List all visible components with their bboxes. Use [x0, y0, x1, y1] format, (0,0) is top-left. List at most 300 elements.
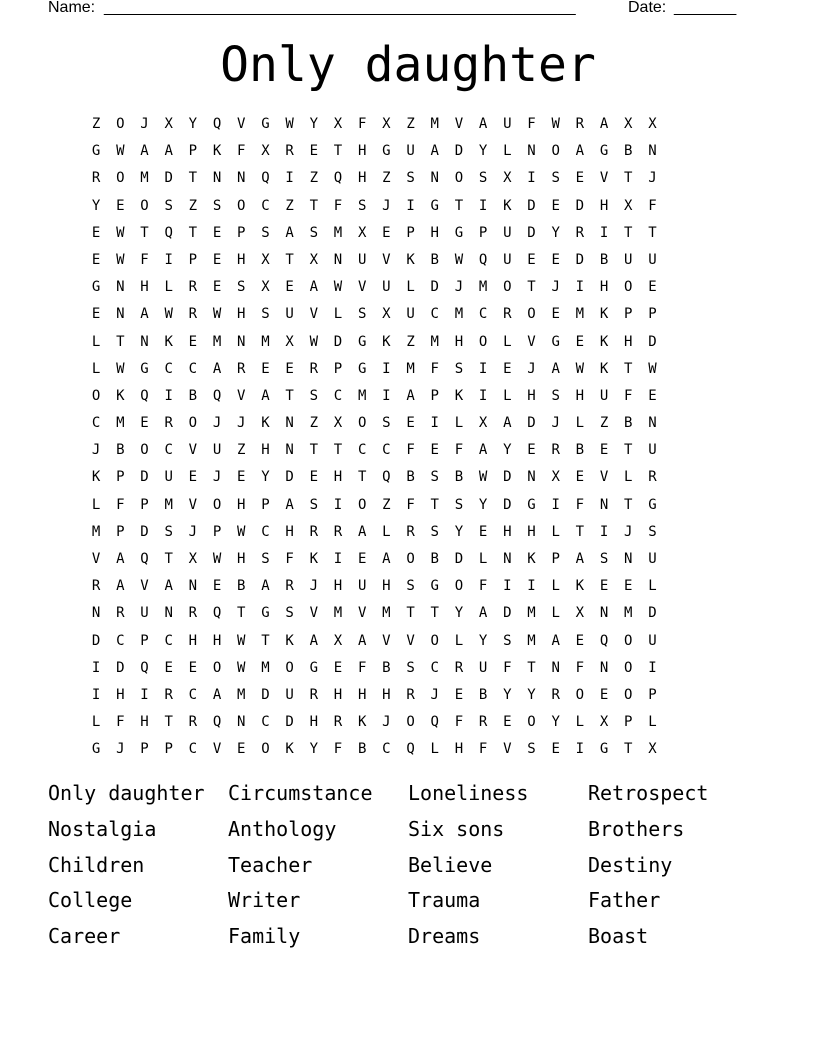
grid-letter: L: [382, 523, 391, 540]
grid-row: [84, 220, 665, 247]
grid-letter: P: [212, 523, 222, 540]
grid-letter: Y: [503, 686, 512, 703]
grid-letter: T: [333, 442, 343, 459]
grid-letter: Z: [91, 116, 101, 132]
grid-letter: X: [551, 469, 560, 486]
grid-letter: E: [261, 360, 270, 377]
grid-letter: C: [164, 442, 173, 459]
grid-letter: A: [212, 360, 222, 377]
grid-letter: C: [261, 714, 270, 731]
grid-letter: Z: [406, 116, 415, 132]
grid-letter: E: [140, 415, 149, 432]
grid-letter: M: [164, 496, 173, 513]
grid-letter: K: [527, 551, 536, 567]
grid-row: [84, 410, 665, 437]
grid-letter: O: [212, 496, 222, 513]
grid-letter: M: [140, 170, 149, 187]
grid-letter: I: [478, 197, 488, 214]
grid-letter: X: [478, 415, 488, 432]
grid-letter: V: [599, 469, 609, 486]
grid-letter: E: [575, 632, 585, 649]
grid-letter: T: [140, 224, 149, 241]
grid-letter: U: [285, 686, 294, 703]
grid-letter: W: [116, 143, 125, 160]
grid-letter: C: [188, 686, 198, 703]
grid-letter: G: [454, 224, 464, 241]
grid-letter: P: [648, 306, 657, 323]
grid-letter: U: [648, 442, 657, 459]
grid-letter: A: [478, 116, 488, 132]
grid-letter: S: [527, 741, 536, 758]
word-list-item: Anthology: [228, 816, 337, 841]
grid-letter: L: [575, 714, 585, 731]
grid-letter: H: [382, 578, 391, 595]
grid-letter: E: [430, 442, 439, 459]
grid-letter: W: [309, 333, 318, 350]
grid-letter: O: [406, 551, 415, 567]
grid-letter: W: [116, 360, 125, 377]
grid-letter: J: [551, 279, 560, 296]
grid-letter: L: [91, 360, 101, 377]
grid-letter: Z: [309, 415, 318, 432]
grid-letter: F: [648, 197, 657, 214]
grid-letter: K: [599, 360, 609, 377]
grid-letter: O: [116, 170, 125, 187]
grid-letter: Q: [478, 251, 488, 268]
grid-letter: A: [309, 632, 318, 649]
grid-letter: D: [285, 469, 294, 486]
grid-letter: E: [454, 686, 464, 703]
grid-letter: K: [599, 306, 609, 323]
grid-letter: T: [624, 496, 633, 513]
grid-letter: I: [648, 659, 657, 676]
grid-letter: B: [382, 659, 391, 676]
grid-letter: Y: [478, 632, 488, 649]
grid-letter: B: [624, 415, 633, 432]
grid-letter: E: [116, 197, 125, 214]
grid-letter: F: [406, 442, 415, 459]
grid-letter: S: [503, 632, 512, 649]
grid-letter: V: [454, 116, 464, 132]
word-list-item: Circumstance: [228, 781, 373, 805]
grid-letter: X: [285, 333, 294, 350]
grid-letter: U: [164, 469, 173, 486]
grid-letter: N: [140, 333, 149, 350]
grid-letter: R: [454, 659, 464, 676]
grid-letter: F: [357, 116, 367, 132]
grid-letter: I: [91, 686, 101, 703]
grid-letter: P: [551, 551, 560, 567]
grid-letter: H: [503, 523, 512, 540]
grid-letter: M: [333, 605, 343, 622]
grid-letter: K: [575, 578, 585, 595]
grid-letter: E: [648, 279, 657, 296]
grid-letter: H: [188, 632, 198, 649]
grid-letter: R: [309, 523, 318, 540]
grid-letter: T: [454, 197, 464, 214]
grid-letter: H: [261, 442, 270, 459]
grid-letter: I: [164, 251, 173, 268]
grid-letter: J: [237, 415, 246, 432]
word-list-item: Dreams: [408, 924, 481, 949]
grid-letter: M: [406, 360, 415, 377]
grid-letter: E: [237, 469, 246, 486]
grid-letter: O: [261, 741, 270, 758]
grid-letter: P: [164, 741, 173, 758]
word-list-item: Destiny: [588, 852, 673, 877]
grid-letter: Q: [212, 605, 222, 622]
grid-letter: P: [624, 306, 633, 323]
word-list-item: Six sons: [408, 816, 505, 841]
grid-letter: A: [551, 360, 560, 377]
grid-letter: B: [599, 251, 609, 268]
grid-letter: Z: [406, 333, 415, 350]
grid-letter: L: [333, 306, 343, 323]
grid-letter: O: [478, 333, 488, 350]
grid-letter: Y: [309, 741, 318, 758]
grid-letter: W: [333, 279, 343, 296]
grid-letter: O: [624, 279, 633, 296]
name-label: Name:: [48, 0, 96, 16]
grid-letter: P: [333, 360, 343, 377]
grid-letter: C: [261, 197, 270, 214]
grid-letter: O: [527, 306, 536, 323]
grid-letter: E: [648, 387, 657, 404]
grid-letter: U: [599, 387, 609, 404]
grid-letter: X: [333, 116, 343, 132]
grid-letter: P: [261, 496, 270, 513]
grid-letter: H: [382, 686, 391, 703]
grid-letter: G: [261, 605, 270, 622]
grid-letter: X: [382, 306, 391, 323]
grid-letter: H: [237, 251, 246, 268]
grid-letter: A: [116, 551, 125, 567]
grid-letter: A: [551, 632, 560, 649]
grid-letter: R: [309, 686, 318, 703]
grid-letter: V: [309, 306, 318, 323]
grid-letter: A: [406, 387, 415, 404]
grid-letter: P: [430, 387, 439, 404]
grid-letter: Y: [309, 116, 318, 132]
grid-letter: E: [551, 306, 560, 323]
word-list-item: Nostalgia: [48, 816, 157, 841]
grid-letter: A: [382, 551, 391, 567]
grid-letter: U: [212, 442, 222, 459]
grid-letter: Q: [430, 714, 439, 731]
grid-row: [84, 193, 665, 220]
grid-letter: X: [333, 632, 343, 649]
grid-letter: E: [599, 442, 609, 459]
grid-letter: J: [188, 523, 198, 540]
grid-letter: U: [648, 551, 657, 567]
grid-letter: T: [285, 251, 294, 268]
grid-letter: D: [503, 605, 512, 622]
grid-letter: A: [212, 686, 222, 703]
grid-letter: V: [503, 741, 512, 758]
grid-letter: L: [454, 415, 464, 432]
grid-letter: H: [624, 333, 633, 350]
grid-letter: N: [91, 605, 101, 622]
grid-letter: W: [454, 251, 464, 268]
grid-letter: F: [503, 659, 512, 676]
name-field-line: _____________________________________________________: [104, 0, 576, 16]
grid-letter: E: [503, 714, 512, 731]
grid-row: [84, 546, 665, 573]
grid-letter: H: [454, 741, 464, 758]
grid-letter: O: [503, 279, 512, 296]
grid-letter: G: [527, 496, 536, 513]
grid-letter: E: [285, 360, 294, 377]
grid-letter: R: [575, 224, 585, 241]
grid-letter: V: [382, 632, 391, 649]
grid-letter: A: [261, 387, 270, 404]
grid-letter: I: [91, 659, 101, 676]
grid-letter: E: [503, 360, 512, 377]
grid-letter: K: [357, 714, 367, 731]
grid-letter: C: [164, 632, 173, 649]
grid-letter: J: [430, 686, 439, 703]
grid-letter: Q: [261, 170, 270, 187]
word-list-item: Writer: [228, 888, 301, 913]
grid-letter: Y: [478, 496, 488, 513]
grid-letter: I: [382, 387, 391, 404]
grid-letter: E: [91, 306, 101, 323]
grid-letter: D: [648, 333, 657, 350]
grid-letter: C: [382, 442, 391, 459]
grid-letter: H: [357, 143, 367, 160]
grid-letter: B: [454, 469, 464, 486]
grid-letter: C: [188, 360, 198, 377]
grid-letter: A: [503, 415, 512, 432]
grid-letter: P: [624, 714, 633, 731]
grid-letter: D: [648, 605, 657, 622]
grid-letter: F: [285, 551, 294, 567]
grid-letter: S: [551, 170, 560, 187]
grid-letter: T: [575, 523, 585, 540]
grid-letter: S: [430, 469, 439, 486]
grid-letter: P: [188, 251, 198, 268]
grid-letter: H: [116, 686, 125, 703]
grid-letter: U: [503, 251, 512, 268]
grid-letter: W: [116, 224, 125, 241]
grid-letter: L: [624, 469, 633, 486]
grid-letter: A: [285, 496, 294, 513]
grid-letter: T: [164, 714, 173, 731]
grid-letter: S: [357, 306, 367, 323]
grid-letter: A: [357, 632, 367, 649]
grid-letter: D: [503, 496, 512, 513]
grid-letter: D: [527, 197, 536, 214]
grid-letter: I: [478, 387, 488, 404]
grid-letter: V: [91, 551, 101, 567]
grid-letter: K: [309, 551, 318, 567]
grid-letter: G: [91, 741, 101, 758]
grid-letter: R: [116, 605, 125, 622]
grid-letter: A: [116, 578, 125, 595]
grid-letter: O: [454, 170, 464, 187]
grid-letter: R: [188, 605, 198, 622]
grid-letter: K: [454, 387, 464, 404]
grid-letter: Q: [212, 387, 222, 404]
grid-letter: F: [116, 496, 125, 513]
grid-letter: F: [454, 714, 464, 731]
word-list-item: Children: [48, 852, 145, 877]
grid-letter: D: [91, 632, 101, 649]
grid-letter: U: [503, 116, 512, 132]
grid-letter: R: [309, 360, 318, 377]
grid-letter: E: [599, 578, 609, 595]
grid-letter: J: [527, 360, 536, 377]
grid-letter: B: [188, 387, 198, 404]
grid-letter: Y: [91, 197, 101, 214]
grid-letter: O: [140, 442, 149, 459]
grid-letter: E: [212, 224, 222, 241]
grid-letter: I: [164, 387, 173, 404]
grid-letter: W: [648, 360, 657, 377]
grid-letter: K: [212, 143, 222, 160]
grid-letter: V: [406, 632, 415, 649]
grid-letter: P: [478, 224, 488, 241]
grid-letter: T: [357, 469, 367, 486]
grid-letter: S: [599, 551, 609, 567]
grid-letter: Q: [140, 551, 149, 567]
grid-letter: H: [333, 578, 343, 595]
grid-letter: L: [454, 632, 464, 649]
grid-letter: G: [309, 659, 318, 676]
grid-letter: D: [116, 659, 125, 676]
grid-row: [84, 519, 665, 546]
word-list-item: Trauma: [408, 888, 481, 913]
grid-letter: X: [164, 116, 173, 132]
grid-letter: E: [188, 659, 198, 676]
grid-letter: K: [164, 333, 173, 350]
grid-letter: C: [333, 387, 343, 404]
grid-letter: S: [309, 496, 318, 513]
grid-letter: H: [140, 714, 149, 731]
grid-letter: N: [503, 551, 512, 567]
grid-letter: S: [406, 659, 415, 676]
grid-row: [84, 492, 665, 519]
word-list-item: Family: [228, 924, 301, 949]
grid-letter: Z: [382, 496, 391, 513]
grid-letter: B: [575, 442, 585, 459]
grid-letter: M: [261, 659, 270, 676]
grid-letter: L: [91, 714, 101, 731]
grid-row: [84, 464, 665, 491]
grid-letter: R: [188, 306, 198, 323]
grid-letter: B: [430, 251, 439, 268]
grid-letter: B: [237, 578, 246, 595]
grid-letter: S: [285, 605, 294, 622]
grid-letter: J: [91, 442, 101, 459]
grid-letter: K: [91, 469, 101, 486]
grid-letter: D: [333, 333, 343, 350]
grid-letter: F: [527, 116, 536, 132]
grid-letter: O: [285, 659, 294, 676]
grid-letter: S: [237, 279, 246, 296]
grid-letter: A: [309, 279, 318, 296]
grid-letter: X: [357, 224, 367, 241]
grid-letter: J: [309, 578, 318, 595]
grid-letter: U: [285, 306, 294, 323]
grid-letter: S: [454, 496, 464, 513]
grid-letter: R: [648, 469, 657, 486]
grid-letter: E: [212, 578, 222, 595]
word-list-item: Believe: [408, 852, 493, 877]
grid-letter: S: [406, 170, 415, 187]
grid-letter: H: [237, 496, 246, 513]
grid-letter: D: [164, 170, 173, 187]
grid-letter: O: [575, 686, 585, 703]
grid-letter: I: [599, 224, 609, 241]
word-list-item: College: [48, 888, 133, 913]
grid-letter: G: [91, 143, 101, 160]
grid-letter: V: [309, 605, 318, 622]
grid-letter: D: [454, 551, 464, 567]
grid-letter: R: [285, 143, 294, 160]
grid-letter: H: [309, 714, 318, 731]
grid-letter: G: [599, 741, 609, 758]
grid-letter: O: [430, 632, 439, 649]
grid-row: [84, 138, 665, 165]
grid-letter: D: [503, 469, 512, 486]
grid-letter: M: [478, 279, 488, 296]
grid-letter: V: [237, 387, 246, 404]
grid-letter: X: [599, 714, 609, 731]
grid-letter: Q: [382, 469, 391, 486]
grid-letter: T: [527, 659, 536, 676]
grid-letter: G: [261, 116, 270, 132]
grid-letter: N: [285, 415, 294, 432]
grid-letter: X: [624, 197, 633, 214]
grid-letter: H: [237, 306, 246, 323]
grid-letter: Q: [140, 387, 149, 404]
grid-letter: H: [575, 387, 585, 404]
grid-letter: E: [551, 741, 560, 758]
grid-letter: O: [527, 714, 536, 731]
grid-letter: A: [164, 578, 173, 595]
grid-letter: E: [527, 442, 536, 459]
grid-letter: X: [503, 170, 512, 187]
word-search-grid: [84, 111, 665, 764]
grid-letter: L: [575, 415, 585, 432]
grid-letter: L: [164, 279, 173, 296]
grid-letter: I: [382, 360, 391, 377]
grid-letter: O: [454, 578, 464, 595]
grid-letter: F: [116, 714, 125, 731]
grid-letter: C: [188, 741, 198, 758]
grid-letter: S: [164, 197, 173, 214]
grid-letter: H: [454, 333, 464, 350]
grid-letter: E: [575, 170, 585, 187]
grid-letter: N: [599, 605, 609, 622]
grid-letter: K: [116, 387, 125, 404]
grid-row: [84, 274, 665, 301]
grid-letter: W: [575, 360, 585, 377]
grid-letter: E: [599, 686, 609, 703]
grid-letter: H: [285, 523, 294, 540]
grid-letter: X: [261, 251, 270, 268]
grid-letter: Z: [237, 442, 246, 459]
grid-row: [84, 356, 665, 383]
grid-row: [84, 329, 665, 356]
grid-letter: L: [551, 578, 560, 595]
grid-letter: O: [357, 496, 367, 513]
grid-letter: J: [551, 415, 560, 432]
grid-letter: V: [357, 605, 367, 622]
grid-letter: F: [406, 496, 415, 513]
grid-letter: Q: [599, 632, 609, 649]
